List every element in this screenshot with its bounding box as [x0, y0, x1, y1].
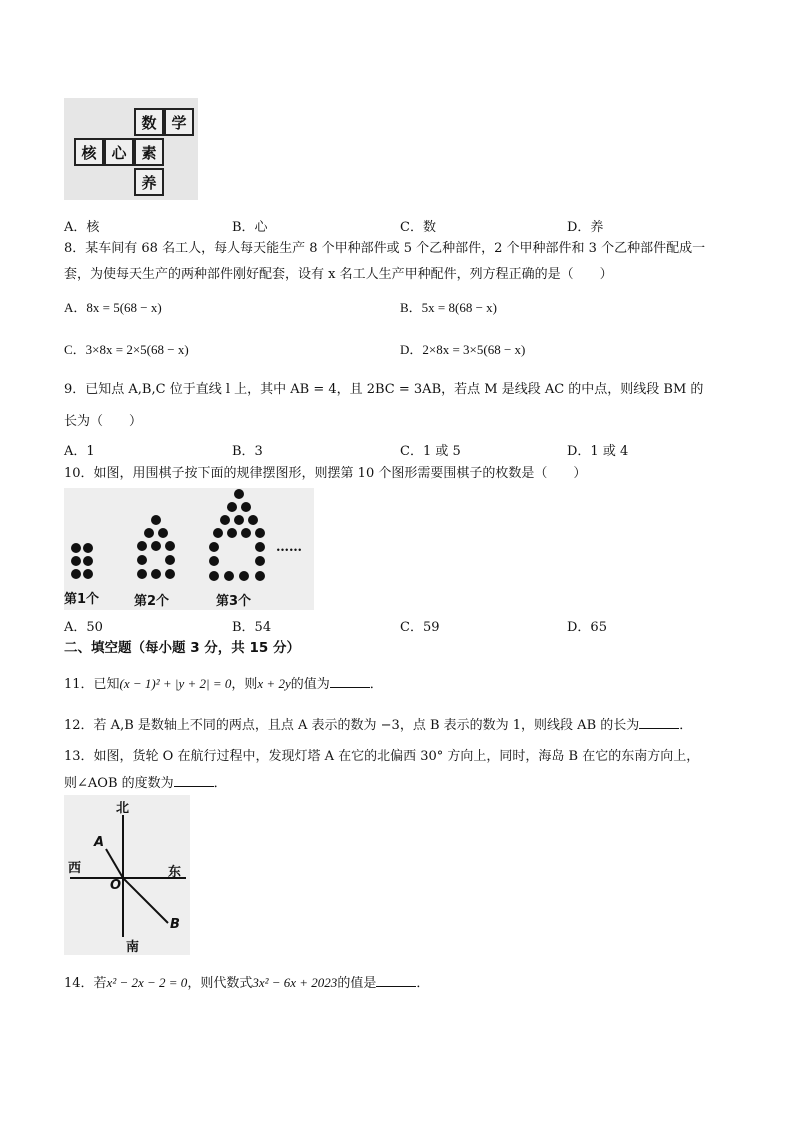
q12-text: 12．若 A,B 是数轴上不同的两点，且点 A 表示的数为 −3，点 B 表示的数为 1，则线段 AB 的长为: [64, 718, 640, 733]
q12-line: [64, 715, 692, 735]
q7-option-d: D．养: [567, 220, 604, 235]
net-cell: 学: [164, 108, 194, 136]
q11-end: ．: [369, 677, 383, 692]
q9-option-c: C．1 或 5: [400, 444, 461, 459]
section-title: 二、填空题（每小题 3 分，共 15 分）: [64, 640, 300, 656]
q8-option-d: D．2×8x = 3×5(68 − x): [400, 342, 526, 357]
net-cell: 数: [134, 108, 164, 136]
q7-option-c: C．数: [400, 220, 436, 235]
q14-text-mid: ，则代数式: [187, 976, 253, 991]
q13-stem-line1: 13．如图，货轮 O 在航行过程中，发现灯塔 A 在它的北偏西 30° 方向上，同时，海岛 B 在它的东南方向上，: [64, 749, 700, 764]
q11-answer-blank[interactable]: [330, 674, 370, 688]
q9-option-d: D．1 或 4: [567, 444, 629, 459]
q7-option-b: B．心: [232, 220, 268, 235]
q14-end: ．: [416, 976, 430, 991]
q8-option-c: C．3×8x = 2×5(68 − x): [64, 342, 189, 357]
q10-option-d: D．65: [567, 620, 607, 635]
q10-option-c: C．59: [400, 620, 440, 635]
stones-pattern-figure: [64, 488, 314, 610]
fig-label-3: 第3个: [216, 594, 252, 609]
q12-end: ．: [679, 718, 693, 733]
q10-option-a: A．50: [64, 620, 103, 635]
q8-stem-line1: 8．某车间有 68 名工人，每人每天能生产 8 个甲种部件或 5 个乙种部件，2 个甲种部件和 3 个乙种部件配成一: [64, 241, 706, 256]
q11-text-post: 的值为: [290, 677, 330, 692]
net-cell: 养: [134, 168, 164, 196]
q9-option-b: B．3: [232, 444, 263, 459]
q13-stem-line2: [64, 773, 227, 793]
label-a: A: [94, 835, 105, 850]
q13-answer-blank[interactable]: [174, 773, 214, 787]
q11-line: [64, 674, 383, 694]
label-west: 西: [68, 861, 82, 876]
q9-stem-line2: 长为（ ）: [64, 414, 143, 429]
q14-line: [64, 973, 429, 993]
q7-option-a: A．核: [64, 220, 100, 235]
q9-option-a: A．1: [64, 444, 95, 459]
q14-text-post: 的值是: [337, 976, 377, 991]
net-cell: 核: [74, 138, 104, 166]
q9-stem-line1: 9．已知点 A,B,C 位于直线 l 上，其中 AB = 4，且 2BC = 3AB，若点 M 是线段 AC 的中点，则线段 BM 的: [64, 382, 704, 397]
q11-expr: (x − 1)² + |y + 2| = 0: [119, 676, 232, 691]
q8-option-b: B．5x = 8(68 − x): [400, 300, 497, 315]
q14-answer-blank[interactable]: [376, 973, 416, 987]
fig-label-1: 第1个: [64, 592, 100, 607]
label-south: 南: [126, 940, 140, 955]
pattern-ellipsis: ……: [276, 540, 302, 555]
q10-option-b: B．54: [232, 620, 272, 635]
label-east: 东: [168, 865, 182, 880]
q8-option-a: A．8x = 5(68 − x): [64, 300, 162, 315]
q14-expr: x² − 2x − 2 = 0: [106, 975, 188, 990]
ray-oa: [106, 849, 123, 878]
q8-stem-line2: 套，为使每天生产的两种部件刚好配套，设有 x 名工人生产甲种配件，列方程正确的是（ ）: [64, 267, 613, 282]
fig-label-2: 第2个: [134, 594, 170, 609]
net-cell: 心: [104, 138, 134, 166]
compass-figure: [64, 795, 190, 955]
q14-text-pre: 14．若: [64, 976, 107, 991]
label-b: B: [170, 917, 180, 932]
q10-stem: 10．如图，用围棋子按下面的规律摆图形，则摆第 10 个图形需要围棋子的枚数是（ ）: [64, 466, 587, 481]
q13-end: ．: [213, 776, 227, 791]
label-north: 北: [116, 801, 130, 816]
q11-text-pre: 11．已知: [64, 677, 120, 692]
q13-text: 则∠AOB 的度数为: [64, 776, 174, 791]
net-cell: 素: [134, 138, 164, 166]
label-o: O: [110, 878, 122, 893]
ray-ob: [123, 878, 168, 923]
q14-expr2: 3x² − 6x + 2023: [252, 975, 338, 990]
q11-expr2: x + 2y: [257, 676, 291, 691]
q11-text-mid: ，则: [231, 677, 258, 692]
q12-answer-blank[interactable]: [639, 715, 679, 729]
cube-net-figure: [64, 98, 198, 200]
